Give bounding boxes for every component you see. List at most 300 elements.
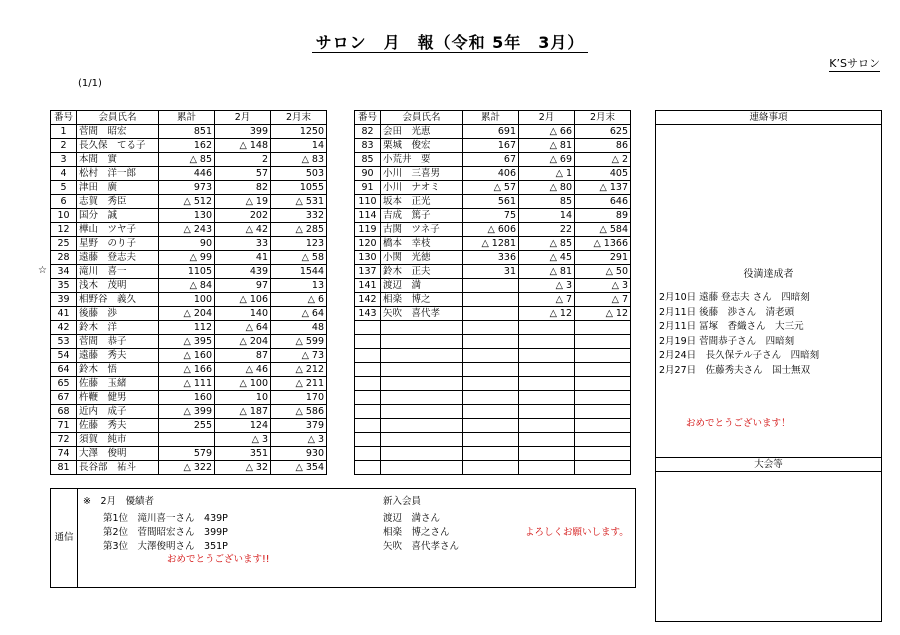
table-cell: △ 42 xyxy=(215,223,271,237)
table-cell: 渡辺 満 xyxy=(381,279,463,293)
table-cell: 2 xyxy=(215,153,271,167)
table-cell: 5 xyxy=(51,181,77,195)
table-cell xyxy=(575,447,631,461)
table-cell: 54 xyxy=(51,349,77,363)
table-cell: 646 xyxy=(575,195,631,209)
table-cell: △ 1366 xyxy=(575,237,631,251)
table-cell: △ 69 xyxy=(519,153,575,167)
page-title: サロン 月 報（令和 5年 3月） xyxy=(0,30,900,53)
table-cell xyxy=(575,363,631,377)
table-cell: 須賀 純市 xyxy=(77,433,159,447)
table-cell: 143 xyxy=(355,307,381,321)
table-row xyxy=(355,251,631,265)
table-cell xyxy=(519,335,575,349)
achievement-item: 2月19日 菅間恭子さん 四暗刻 xyxy=(659,335,795,347)
table-cell: 72 xyxy=(51,433,77,447)
table-cell xyxy=(355,349,381,363)
table-cell xyxy=(355,335,381,349)
member-table-left xyxy=(50,110,327,475)
table-cell: △ 57 xyxy=(463,181,519,195)
achievement-list xyxy=(659,291,819,378)
new-member: 矢吹 喜代孝さん xyxy=(383,541,460,552)
table-cell: 57 xyxy=(215,167,271,181)
table-cell: △ 85 xyxy=(519,237,575,251)
table-cell: △ 12 xyxy=(519,307,575,321)
table-cell: 130 xyxy=(355,251,381,265)
table-cell: △ 64 xyxy=(215,321,271,335)
table-cell: 167 xyxy=(463,139,519,153)
table-cell: △ 50 xyxy=(575,265,631,279)
table-cell: 85 xyxy=(355,153,381,167)
table-cell xyxy=(519,419,575,433)
table-cell: 14 xyxy=(271,139,327,153)
table-cell: 28 xyxy=(51,251,77,265)
table-cell: 202 xyxy=(215,209,271,223)
table-cell xyxy=(575,419,631,433)
table-cell xyxy=(463,321,519,335)
table-row xyxy=(51,237,327,251)
table-cell: 松村 洋一郎 xyxy=(77,167,159,181)
table-cell: 85 xyxy=(519,195,575,209)
table-cell xyxy=(355,461,381,475)
table-cell: 405 xyxy=(575,167,631,181)
table-row xyxy=(51,167,327,181)
table-cell: △ 83 xyxy=(271,153,327,167)
table-row xyxy=(355,279,631,293)
table-cell: 53 xyxy=(51,335,77,349)
table-cell: 160 xyxy=(159,391,215,405)
table-row xyxy=(355,195,631,209)
table-cell xyxy=(519,349,575,363)
table-cell: 吉成 篤子 xyxy=(381,209,463,223)
table-cell: 1544 xyxy=(271,265,327,279)
table-row xyxy=(355,391,631,405)
table-row xyxy=(51,419,327,433)
table-cell: 12 xyxy=(51,223,77,237)
table-cell: 1105 xyxy=(159,265,215,279)
table-cell: 近内 成子 xyxy=(77,405,159,419)
welcome-text: よろしくお願いします。 xyxy=(525,527,629,538)
col-header: 2月末 xyxy=(575,111,631,125)
table-cell: 栗城 俊宏 xyxy=(381,139,463,153)
table-cell xyxy=(463,405,519,419)
table-row xyxy=(355,335,631,349)
table-cell: 杵鞭 健男 xyxy=(77,391,159,405)
table-row xyxy=(51,377,327,391)
top-rank-3: 第3位 大澤俊明さん 351P xyxy=(103,541,228,552)
table-cell: 124 xyxy=(215,419,271,433)
table-cell: △ 64 xyxy=(271,307,327,321)
table-cell xyxy=(381,349,463,363)
table-cell: 遠藤 登志夫 xyxy=(77,251,159,265)
table-cell: 大澤 俊明 xyxy=(77,447,159,461)
table-cell: 87 xyxy=(215,349,271,363)
table-cell: △ 106 xyxy=(215,293,271,307)
table-cell: △ 84 xyxy=(159,279,215,293)
table-cell: △ 32 xyxy=(215,461,271,475)
table-cell: △ 85 xyxy=(159,153,215,167)
table-cell xyxy=(381,433,463,447)
table-cell: 相野谷 義久 xyxy=(77,293,159,307)
table-cell xyxy=(463,391,519,405)
table-row xyxy=(51,181,327,195)
table-cell: 小川 三喜男 xyxy=(381,167,463,181)
table-cell: 34 xyxy=(51,265,77,279)
table-cell xyxy=(463,433,519,447)
table-cell xyxy=(381,321,463,335)
star-mark: ☆ xyxy=(38,265,47,276)
table-cell: 86 xyxy=(575,139,631,153)
table-cell xyxy=(575,377,631,391)
table-cell xyxy=(463,461,519,475)
col-header: 2月 xyxy=(519,111,575,125)
table-cell: 長谷部 祐斗 xyxy=(77,461,159,475)
table-cell: △ 73 xyxy=(271,349,327,363)
notice-label: 通信 xyxy=(51,489,78,587)
table-cell: 国分 誠 xyxy=(77,209,159,223)
table-cell: 35 xyxy=(51,279,77,293)
notice-box xyxy=(50,488,636,588)
table-cell: △ 12 xyxy=(575,307,631,321)
table-cell: △ 354 xyxy=(271,461,327,475)
table-cell: 100 xyxy=(159,293,215,307)
table-row xyxy=(355,461,631,475)
table-cell: 137 xyxy=(355,265,381,279)
table-row xyxy=(51,209,327,223)
table-cell: △ 3 xyxy=(519,279,575,293)
table-row xyxy=(51,293,327,307)
table-cell xyxy=(463,377,519,391)
new-member: 渡辺 満さん xyxy=(383,513,441,524)
table-cell: 31 xyxy=(463,265,519,279)
table-cell: 1250 xyxy=(271,125,327,139)
table-cell xyxy=(355,391,381,405)
table-cell: 67 xyxy=(51,391,77,405)
table-row xyxy=(51,335,327,349)
table-cell: △ 395 xyxy=(159,335,215,349)
table-cell: △ 204 xyxy=(215,335,271,349)
table-cell: △ 204 xyxy=(159,307,215,321)
table-cell xyxy=(381,335,463,349)
table-row xyxy=(51,307,327,321)
table-row xyxy=(355,265,631,279)
table-cell: △ 586 xyxy=(271,405,327,419)
table-cell: △ 531 xyxy=(271,195,327,209)
table-cell xyxy=(575,433,631,447)
table-cell: 90 xyxy=(159,237,215,251)
table-cell xyxy=(463,447,519,461)
table-cell xyxy=(575,391,631,405)
table-row xyxy=(51,223,327,237)
table-cell xyxy=(355,447,381,461)
table-cell xyxy=(355,419,381,433)
table-cell xyxy=(355,321,381,335)
table-cell: 332 xyxy=(271,209,327,223)
table-cell: 小関 光徳 xyxy=(381,251,463,265)
table-cell: 4 xyxy=(51,167,77,181)
table-cell xyxy=(463,293,519,307)
table-cell: 42 xyxy=(51,321,77,335)
table-cell: 遠藤 秀夫 xyxy=(77,349,159,363)
table-cell xyxy=(355,377,381,391)
table-cell: △ 80 xyxy=(519,181,575,195)
table-cell: 74 xyxy=(51,447,77,461)
table-cell: △ 46 xyxy=(215,363,271,377)
table-cell xyxy=(381,377,463,391)
table-cell: 71 xyxy=(51,419,77,433)
table-row xyxy=(355,167,631,181)
table-cell: 89 xyxy=(575,209,631,223)
achievement-item: 2月24日 長久保テル子さん 四暗刻 xyxy=(659,350,820,361)
table-cell xyxy=(355,433,381,447)
new-members-title: 新入会員 xyxy=(383,496,422,507)
table-cell: 相楽 博之 xyxy=(381,293,463,307)
table-cell: △ 3 xyxy=(215,433,271,447)
table-cell: 樺山 ツヤ子 xyxy=(77,223,159,237)
table-cell xyxy=(575,405,631,419)
achievement-item: 2月10日 遠藤 登志夫 さん 四暗刻 xyxy=(659,292,810,303)
table-cell: 851 xyxy=(159,125,215,139)
table-cell: 佐藤 秀夫 xyxy=(77,419,159,433)
table-row xyxy=(355,181,631,195)
table-cell: 浅木 茂明 xyxy=(77,279,159,293)
table-row xyxy=(355,209,631,223)
new-member: 相楽 博之さん xyxy=(383,527,450,538)
table-cell xyxy=(463,419,519,433)
table-cell xyxy=(355,405,381,419)
col-header: 2月末 xyxy=(271,111,327,125)
table-cell: 41 xyxy=(51,307,77,321)
table-cell: 橋本 幸枝 xyxy=(381,237,463,251)
table-cell: 菅間 昭宏 xyxy=(77,125,159,139)
table-row xyxy=(355,349,631,363)
table-cell: △ 243 xyxy=(159,223,215,237)
table-cell: 90 xyxy=(355,167,381,181)
table-cell xyxy=(355,363,381,377)
table-cell: 10 xyxy=(51,209,77,223)
table-row xyxy=(51,251,327,265)
table-cell: 91 xyxy=(355,181,381,195)
table-cell: △ 211 xyxy=(271,377,327,391)
table-cell: △ 3 xyxy=(271,433,327,447)
table-cell: 83 xyxy=(355,139,381,153)
table-cell xyxy=(463,307,519,321)
col-header: 会員氏名 xyxy=(381,111,463,125)
table-row xyxy=(355,237,631,251)
table-cell: △ 584 xyxy=(575,223,631,237)
table-cell: △ 285 xyxy=(271,223,327,237)
table-row xyxy=(355,125,631,139)
table-cell: 691 xyxy=(463,125,519,139)
table-cell: △ 160 xyxy=(159,349,215,363)
table-cell: △ 187 xyxy=(215,405,271,419)
table-cell: 坂本 正光 xyxy=(381,195,463,209)
table-row xyxy=(355,153,631,167)
table-cell: 13 xyxy=(271,279,327,293)
member-table-right xyxy=(354,110,631,475)
col-header: 会員氏名 xyxy=(77,111,159,125)
table-cell xyxy=(575,349,631,363)
table-cell: △ 100 xyxy=(215,377,271,391)
table-cell xyxy=(519,433,575,447)
table-row xyxy=(51,265,327,279)
table-cell xyxy=(159,433,215,447)
table-cell: 973 xyxy=(159,181,215,195)
table-cell: △ 111 xyxy=(159,377,215,391)
table-cell: 399 xyxy=(215,125,271,139)
table-cell: △ 19 xyxy=(215,195,271,209)
table-cell: 後藤 渉 xyxy=(77,307,159,321)
table-cell: △ 7 xyxy=(575,293,631,307)
table-row xyxy=(51,195,327,209)
table-cell xyxy=(575,335,631,349)
table-row xyxy=(355,433,631,447)
table-cell xyxy=(519,405,575,419)
table-cell: 114 xyxy=(355,209,381,223)
table-cell: 142 xyxy=(355,293,381,307)
table-cell: 14 xyxy=(519,209,575,223)
table-cell: 25 xyxy=(51,237,77,251)
table-cell: △ 599 xyxy=(271,335,327,349)
table-cell xyxy=(381,447,463,461)
table-cell: 10 xyxy=(215,391,271,405)
table-cell: 志賀 秀臣 xyxy=(77,195,159,209)
table-cell xyxy=(519,391,575,405)
table-cell: 170 xyxy=(271,391,327,405)
table-cell: 33 xyxy=(215,237,271,251)
table-cell: 112 xyxy=(159,321,215,335)
table-cell: 67 xyxy=(463,153,519,167)
table-cell xyxy=(519,321,575,335)
table-cell: 625 xyxy=(575,125,631,139)
tournament-header: 大会等 xyxy=(656,457,881,472)
table-row xyxy=(355,139,631,153)
table-cell: 1 xyxy=(51,125,77,139)
table-cell: 81 xyxy=(51,461,77,475)
table-cell: 小川 ナオミ xyxy=(381,181,463,195)
achievement-title: 役満達成者 xyxy=(743,269,794,280)
table-cell: 439 xyxy=(215,265,271,279)
table-cell: △ 1281 xyxy=(463,237,519,251)
table-cell: 本間 實 xyxy=(77,153,159,167)
table-row xyxy=(51,153,327,167)
table-cell: △ 512 xyxy=(159,195,215,209)
table-cell: 小荒井 要 xyxy=(381,153,463,167)
table-cell: 446 xyxy=(159,167,215,181)
table-cell: 菅間 恭子 xyxy=(77,335,159,349)
table-row xyxy=(355,363,631,377)
table-cell: 3 xyxy=(51,153,77,167)
table-cell: 佐藤 玉緒 xyxy=(77,377,159,391)
table-cell xyxy=(519,461,575,475)
table-row xyxy=(355,293,631,307)
table-cell: 561 xyxy=(463,195,519,209)
col-header: 累計 xyxy=(159,111,215,125)
table-row xyxy=(355,377,631,391)
table-cell: 379 xyxy=(271,419,327,433)
table-cell: △ 606 xyxy=(463,223,519,237)
table-cell: 39 xyxy=(51,293,77,307)
table-row xyxy=(51,279,327,293)
table-cell: 503 xyxy=(271,167,327,181)
top-rank-2: 第2位 菅間昭宏さん 399P xyxy=(103,527,228,538)
table-cell: 140 xyxy=(215,307,271,321)
table-cell: 鈴木 正夫 xyxy=(381,265,463,279)
table-row xyxy=(51,461,327,475)
table-cell: 星野 のり子 xyxy=(77,237,159,251)
table-cell: △ 3 xyxy=(575,279,631,293)
top-congrats: おめでとうございます!! xyxy=(167,554,270,565)
table-cell: △ 166 xyxy=(159,363,215,377)
table-cell: 48 xyxy=(271,321,327,335)
table-cell xyxy=(575,461,631,475)
table-cell: 会田 光恵 xyxy=(381,125,463,139)
table-cell: 162 xyxy=(159,139,215,153)
achievement-item: 2月27日 佐藤秀夫さん 国士無双 xyxy=(659,364,811,376)
table-cell: 1055 xyxy=(271,181,327,195)
table-cell: 141 xyxy=(355,279,381,293)
table-cell: 2 xyxy=(51,139,77,153)
table-cell: 336 xyxy=(463,251,519,265)
table-cell: 22 xyxy=(519,223,575,237)
salon-name: K’Sサロン xyxy=(829,57,880,70)
table-cell: 82 xyxy=(215,181,271,195)
table-row xyxy=(51,391,327,405)
table-cell: △ 148 xyxy=(215,139,271,153)
table-cell: △ 212 xyxy=(271,363,327,377)
table-cell xyxy=(519,447,575,461)
table-cell xyxy=(575,321,631,335)
achievement-item: 2月11日 冨塚 香織さん 大三元 xyxy=(659,321,804,332)
col-header: 番号 xyxy=(355,111,381,125)
table-cell: △ 45 xyxy=(519,251,575,265)
table-cell: 120 xyxy=(355,237,381,251)
table-cell xyxy=(381,461,463,475)
table-row xyxy=(51,447,327,461)
table-row xyxy=(51,349,327,363)
table-cell xyxy=(463,335,519,349)
table-row xyxy=(51,321,327,335)
table-cell: 291 xyxy=(575,251,631,265)
table-cell xyxy=(381,405,463,419)
table-cell: △ 81 xyxy=(519,265,575,279)
table-cell: 579 xyxy=(159,447,215,461)
table-cell: 64 xyxy=(51,363,77,377)
table-cell: △ 66 xyxy=(519,125,575,139)
table-cell: 矢吹 喜代孝 xyxy=(381,307,463,321)
contact-header: 連絡事項 xyxy=(656,111,881,125)
table-cell: 97 xyxy=(215,279,271,293)
table-cell: 351 xyxy=(215,447,271,461)
table-row xyxy=(355,405,631,419)
table-cell: △ 137 xyxy=(575,181,631,195)
table-cell: 75 xyxy=(463,209,519,223)
table-row xyxy=(51,363,327,377)
table-cell: 65 xyxy=(51,377,77,391)
table-cell xyxy=(381,391,463,405)
table-cell: △ 6 xyxy=(271,293,327,307)
table-cell xyxy=(519,363,575,377)
contact-panel xyxy=(655,110,882,622)
table-row xyxy=(51,433,327,447)
table-cell: 津田 廣 xyxy=(77,181,159,195)
congrats-text: おめでとうございます！ xyxy=(686,418,791,429)
table-cell: 130 xyxy=(159,209,215,223)
table-cell: 406 xyxy=(463,167,519,181)
table-cell: 6 xyxy=(51,195,77,209)
table-cell: △ 399 xyxy=(159,405,215,419)
table-row xyxy=(51,139,327,153)
